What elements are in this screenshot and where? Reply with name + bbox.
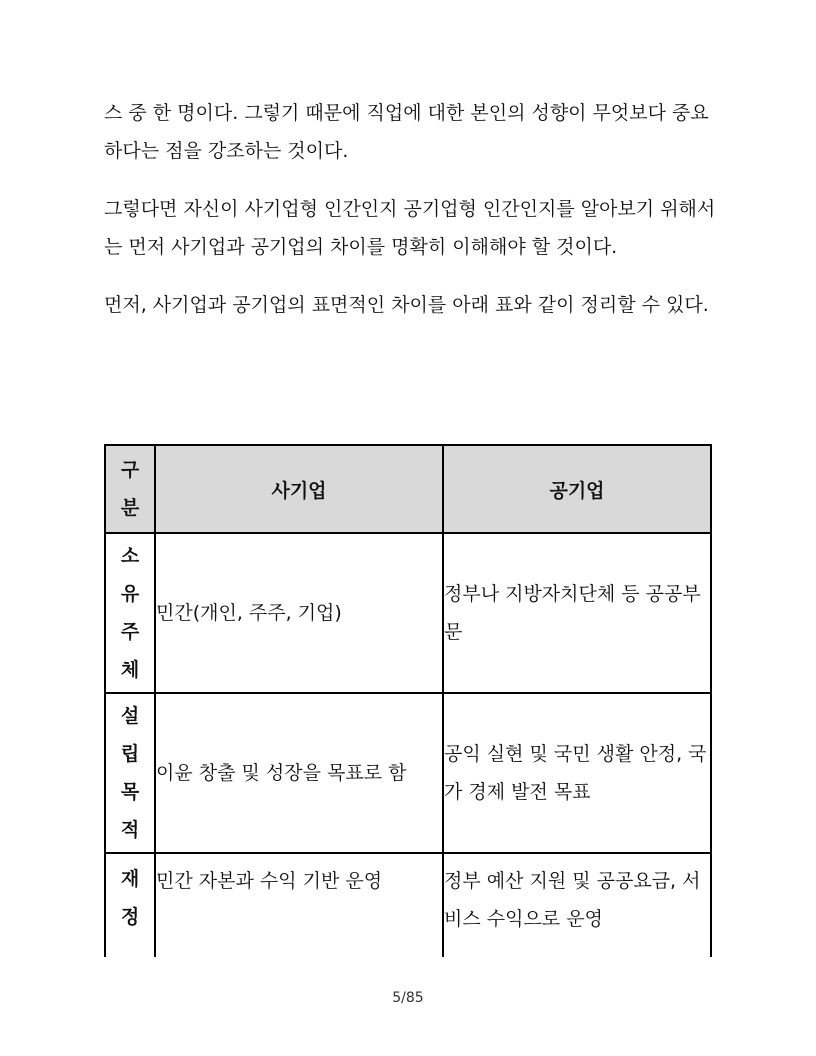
paragraph-3: 먼저, 사기업과 공기업의 표면적인 차이를 아래 표와 같이 정리할 수 있다. [104,294,709,316]
row-category-char: 적 [120,819,140,841]
row-private: 이윤 창출 및 성장을 목표로 함 [155,693,443,853]
header-category [105,445,155,533]
row-private: 민간(개인, 주주, 기업) [155,533,443,693]
row-category-char: 정 [120,906,140,928]
row-category [105,693,155,853]
header-public: 공기업 [443,445,711,533]
row-category-char: 립 [120,743,140,765]
table-row [105,693,711,853]
header-category-char: 구 [120,459,140,481]
table-header-row [105,445,711,533]
row-category-char: 재 [120,868,140,890]
comparison-table [104,444,712,957]
row-category [105,533,155,693]
paragraph-2: 그렇다면 자신이 사기업형 인간인지 공기업형 인간인지를 알아보기 위해서는 먼저 사기업과 공기업의 차이를 명확히 이해해야 할 것이다. [104,198,716,258]
header-private: 사기업 [155,445,443,533]
row-public: 정부나 지방자치단체 등 공공부문 [443,533,711,693]
row-public: 정부 예산 지원 및 공공요금, 서비스 수익으로 운영 [443,853,711,957]
row-private: 민간 자본과 수익 기반 운영 [155,853,443,957]
table-row [105,853,711,957]
row-category-char: 체 [120,659,140,681]
row-category-char: 유 [120,583,140,605]
page-number: 5/85 [392,990,424,1006]
row-category [105,853,155,957]
row-category-char: 목 [120,781,140,803]
row-public: 공익 실현 및 국민 생활 안정, 국가 경제 발전 목표 [443,693,711,853]
header-category-char: 분 [120,497,140,519]
paragraph-1: 스 중 한 명이다. 그렇기 때문에 직업에 대한 본인의 성향이 무엇보다 중요하다는 점을 강조하는 것이다. [104,102,709,162]
row-category-char: 소 [120,545,140,567]
row-category-char: 설 [120,705,140,727]
table-row [105,533,711,693]
row-category-char: 주 [120,621,140,643]
